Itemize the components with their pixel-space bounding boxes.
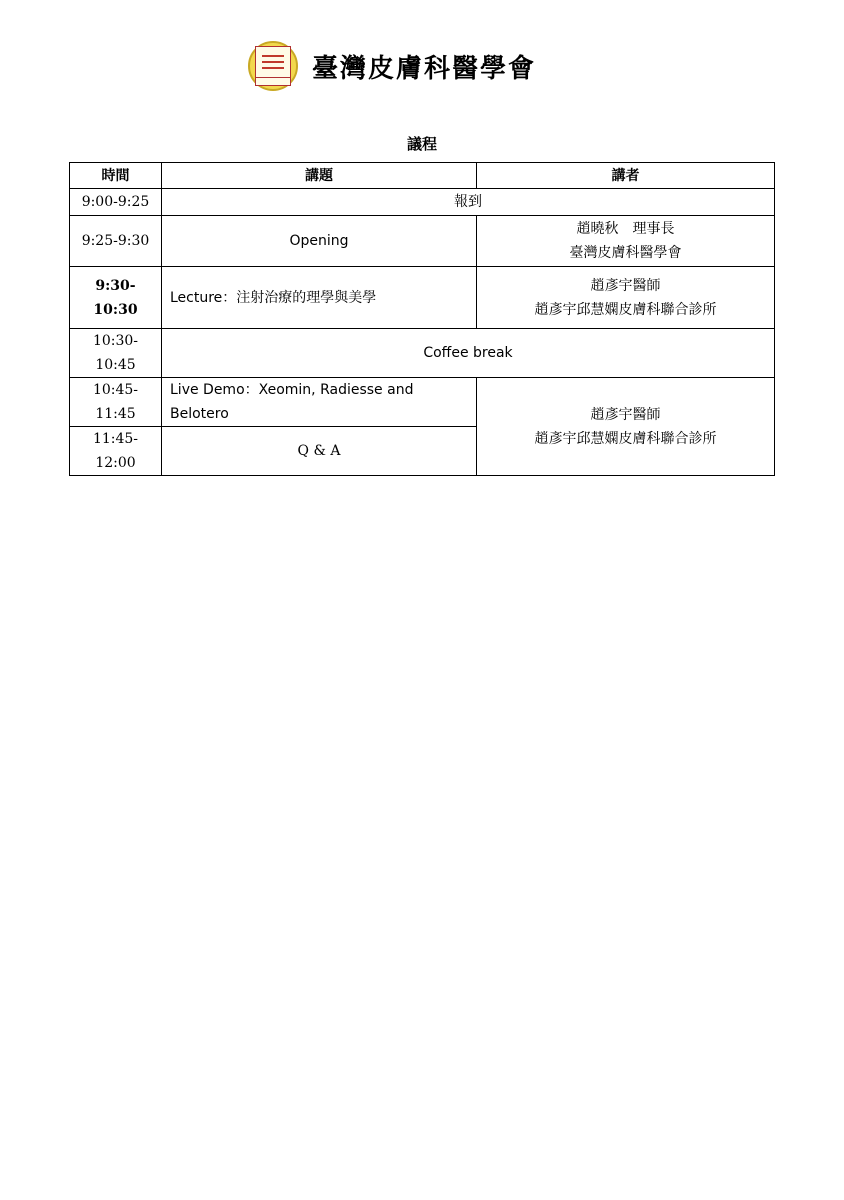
row-speaker [477,216,775,267]
speaker-affiliation: 趙彥宇邱慧嫻皮膚科聯合診所 [534,301,717,318]
table-row [70,216,775,267]
row-speaker [477,267,775,329]
row-time: 9:25-9:30 [70,216,162,267]
table-row [70,329,775,378]
seal-line [262,61,284,63]
seal-line [262,67,284,69]
row-time: 10:45-11:45 [70,378,162,427]
header-topic: 講題 [162,163,477,189]
speaker-name: 趙曉秋 理事長 [576,221,675,237]
row-time: 11:45-12:00 [70,427,162,476]
speaker-affiliation: 臺灣皮膚科醫學會 [569,245,682,261]
speaker-affiliation: 趙彥宇邱慧嫻皮膚科聯合診所 [534,430,717,447]
table-row [70,267,775,329]
row-time: 10:30-10:45 [70,329,162,378]
speaker-name: 趙彥宇醫師 [590,406,661,423]
seal-inner-emblem [255,46,291,86]
page-header [248,38,536,94]
row-time: 9:00-9:25 [70,189,162,216]
row-topic: Q & A [162,427,477,476]
table-header-row [70,163,775,189]
header-time: 時間 [70,163,162,189]
association-seal-logo [248,41,298,91]
row-time: 9:30-10:30 [70,267,162,329]
row-topic: Live Demo：Xeomin, Radiesse and Belotero [162,378,477,427]
row-topic: Opening [162,216,477,267]
seal-year-band [256,77,290,83]
row-topic: 報到 [162,189,775,216]
agenda-table [69,162,775,476]
speaker-name: 趙彥宇醫師 [590,277,661,294]
header-speaker: 講者 [477,163,775,189]
agenda-title: 議程 [406,135,437,153]
table-row [70,189,775,216]
row-speaker [477,378,775,476]
seal-line [262,55,284,57]
organization-name: 臺灣皮膚科醫學會 [312,53,537,84]
table-row [70,378,775,427]
row-topic: Coffee break [162,329,775,378]
row-topic: Lecture：注射治療的理學與美學 [162,267,477,329]
